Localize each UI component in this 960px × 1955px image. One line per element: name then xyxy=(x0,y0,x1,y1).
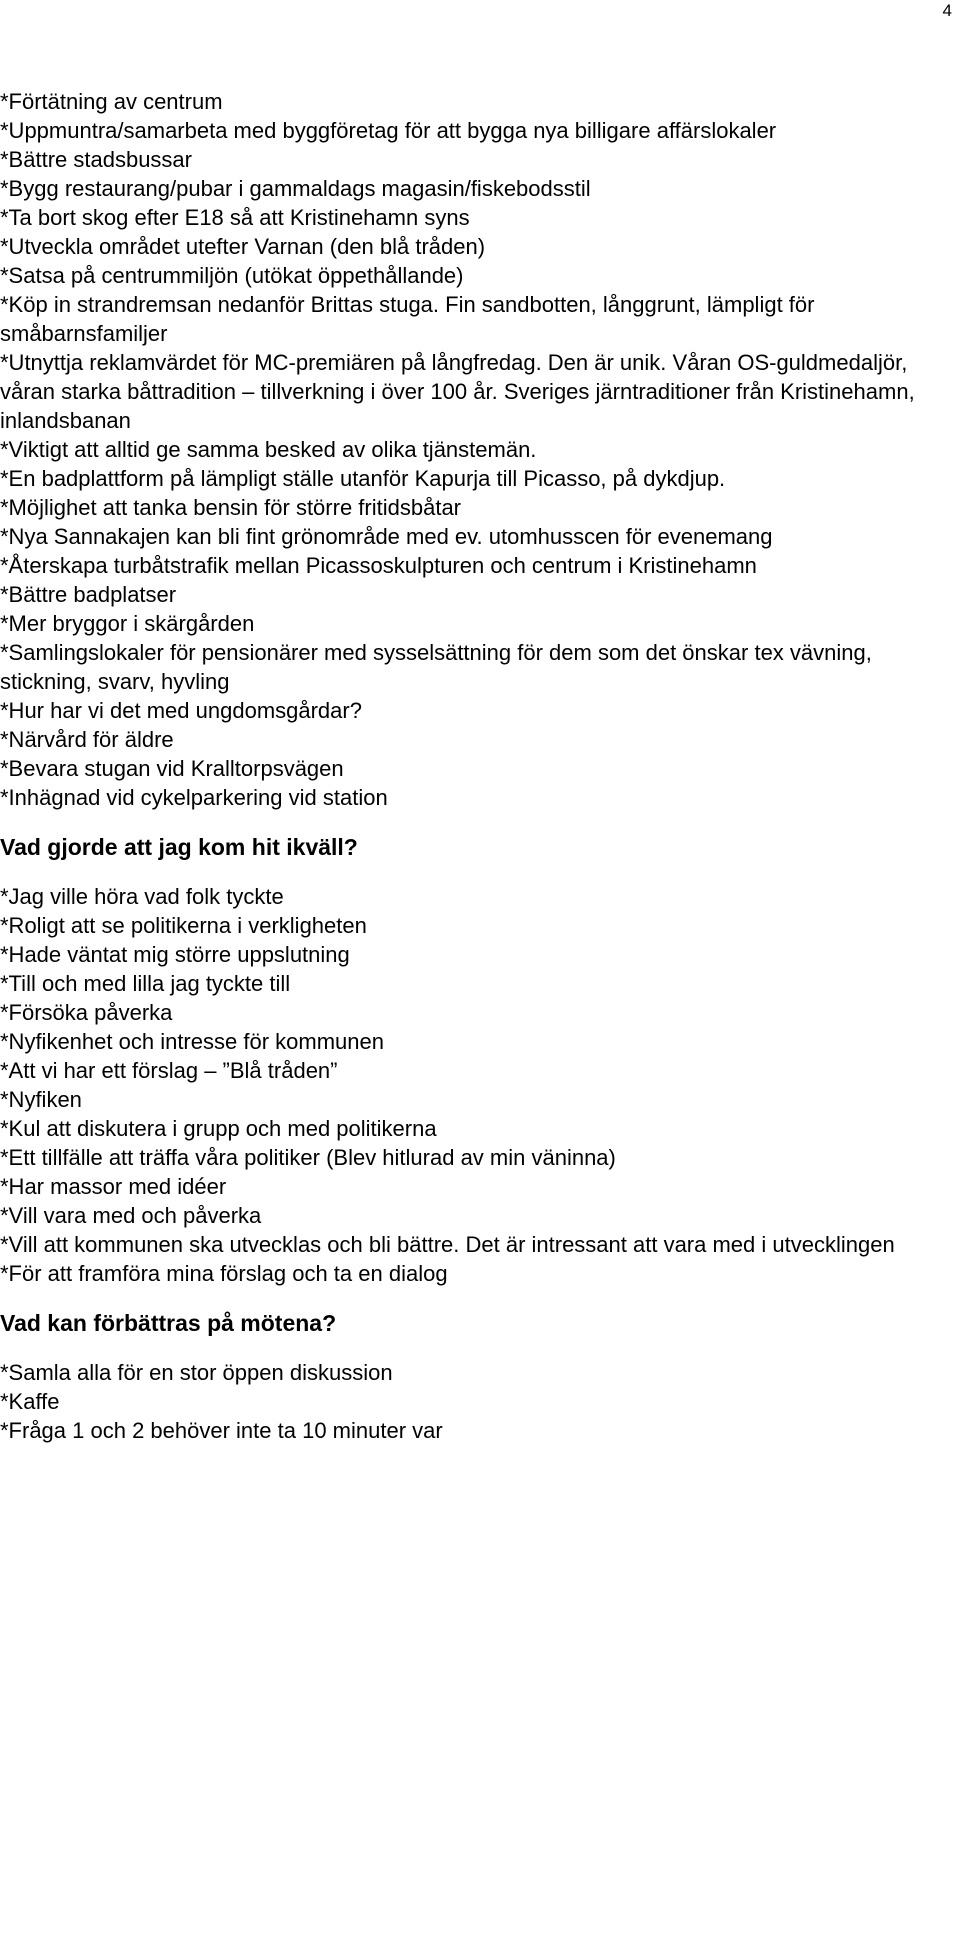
list-item: *Roligt att se politikerna i verkligheten xyxy=(0,913,367,938)
list-item: *Bättre badplatser xyxy=(0,582,177,607)
list-item: *Kul att diskutera i grupp och med politikerna xyxy=(0,1116,437,1141)
list-item: *Till och med lilla jag tyckte till xyxy=(0,971,291,996)
section-suggestions xyxy=(0,87,958,812)
list-item: *Fråga 1 och 2 behöver inte ta 10 minuter var xyxy=(0,1418,443,1443)
list-item: *Satsa på centrummiljön (utökat öppethållande) xyxy=(0,263,464,288)
section-improvements xyxy=(0,1358,958,1445)
list-item: *Ett tillfälle att träffa våra politiker (Blev hitlurad av min väninna) xyxy=(0,1145,616,1170)
list-item: *Ta bort skog efter E18 så att Kristinehamn syns xyxy=(0,205,470,230)
list-item: *Utveckla området utefter Varnan (den blå tråden) xyxy=(0,234,486,259)
page-number: 4 xyxy=(942,1,952,20)
list-item: *Vill vara med och påverka xyxy=(0,1203,262,1228)
section-why-came xyxy=(0,882,958,1288)
list-item: *Mer bryggor i skärgården xyxy=(0,611,255,636)
list-item: *Vill att kommunen ska utvecklas och bli bättre. Det är intressant att vara med i utvecklingen xyxy=(0,1232,895,1257)
list-item: *För att framföra mina förslag och ta en dialog xyxy=(0,1261,448,1286)
section-heading-improvements: Vad kan förbättras på mötena? xyxy=(0,1310,337,1336)
list-item: *Samla alla för en stor öppen diskussion xyxy=(0,1360,393,1385)
list-item: *Nyfiken xyxy=(0,1087,82,1112)
list-item: *Köp in strandremsan nedanför Brittas stuga. Fin sandbotten, långgrunt, lämpligt för småbarnsfamiljer xyxy=(0,292,815,346)
list-item: *Att vi har ett förslag – ”Blå tråden” xyxy=(0,1058,338,1083)
list-item: *Nya Sannakajen kan bli fint grönområde med ev. utomhusscen för evenemang xyxy=(0,524,773,549)
list-item: *Uppmuntra/samarbeta med byggföretag för att bygga nya billigare affärslokaler xyxy=(0,118,777,143)
list-item: *Bygg restaurang/pubar i gammaldags magasin/fiskebodsstil xyxy=(0,176,591,201)
list-item: *Viktigt att alltid ge samma besked av olika tjänstemän. xyxy=(0,437,537,462)
list-item: *Försöka påverka xyxy=(0,1000,173,1025)
list-item: *Jag ville höra vad folk tyckte xyxy=(0,884,284,909)
list-item: *En badplattform på lämpligt ställe utanför Kapurja till Picasso, på dykdjup. xyxy=(0,466,726,491)
list-item: *Nyfikenhet och intresse för kommunen xyxy=(0,1029,384,1054)
list-item: *Har massor med idéer xyxy=(0,1174,227,1199)
list-item: *Närvård för äldre xyxy=(0,727,174,752)
list-item: *Bevara stugan vid Kralltorpsvägen xyxy=(0,756,344,781)
document-body xyxy=(0,87,958,1445)
list-item: *Kaffe xyxy=(0,1389,60,1414)
list-item: *Återskapa turbåtstrafik mellan Picassoskulpturen och centrum i Kristinehamn xyxy=(0,553,757,578)
list-item: *Möjlighet att tanka bensin för större fritidsbåtar xyxy=(0,495,462,520)
section-heading-why-came: Vad gjorde att jag kom hit ikväll? xyxy=(0,834,358,860)
list-item: *Hade väntat mig större uppslutning xyxy=(0,942,350,967)
list-item: *Inhägnad vid cykelparkering vid station xyxy=(0,785,388,810)
list-item: *Bättre stadsbussar xyxy=(0,147,192,172)
list-item: *Samlingslokaler för pensionärer med sysselsättning för dem som det önskar tex vävning, stickning, svarv, hyvling xyxy=(0,640,872,694)
list-item: *Utnyttja reklamvärdet för MC-premiären på långfredag. Den är unik. Våran OS-guldmedaljör, våran starka båttradition – tillverkning i över 100 år. Sveriges järntraditioner från Kristinehamn, inlandsbanan xyxy=(0,350,915,433)
list-item: *Hur har vi det med ungdomsgårdar? xyxy=(0,698,362,723)
list-item: *Förtätning av centrum xyxy=(0,89,223,114)
